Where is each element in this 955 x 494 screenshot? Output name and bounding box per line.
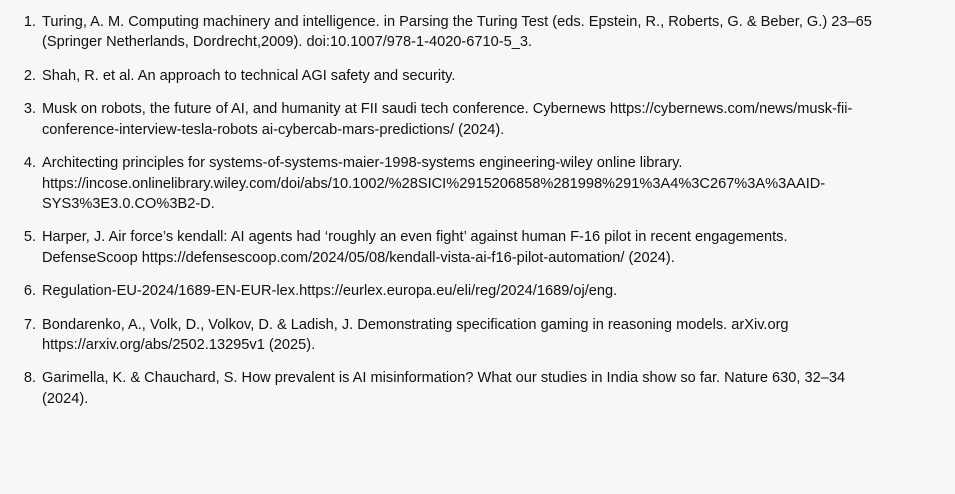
- reference-number: 6.: [23, 283, 36, 300]
- reference-line: https://arxiv.org/abs/2502.13295v1 (2025).: [42, 337, 316, 354]
- reference-text: [42, 66, 939, 86]
- reference-line: DefenseScoop https://defensescoop.com/2024/05/08/kendall-vista-ai-f16-pilot-automation/ (2024).: [42, 249, 675, 266]
- reference-item: [14, 99, 939, 140]
- reference-line: SYS3%3E3.0.CO%3B2-D.: [42, 195, 215, 212]
- reference-item: [14, 368, 939, 409]
- reference-item: [14, 12, 939, 53]
- reference-line: Architecting principles for systems-of-systems-maier-1998-systems engineering-wiley online library.: [42, 155, 683, 172]
- reference-line: https://incose.onlinelibrary.wiley.com/doi/abs/10.1002/%28SICI%2915206858%281998%291%3A4%3C267%3A%3AAID-: [42, 175, 826, 192]
- reference-item: [14, 227, 939, 268]
- reference-number: 2.: [23, 67, 36, 84]
- reference-line: Musk on robots, the future of AI, and humanity at FII saudi tech conference. Cybernews https://cybernews.com/news/musk-fii-: [42, 101, 853, 118]
- reference-number: 3.: [23, 101, 36, 118]
- reference-text: [42, 99, 939, 140]
- reference-line: Bondarenko, A., Volk, D., Volkov, D. & Ladish, J. Demonstrating specification gaming in reasoning models. arXiv.org: [42, 316, 789, 333]
- reference-line: (Springer Netherlands, Dordrecht,2009). doi:10.1007/978-1-4020-6710-5_3.: [42, 34, 533, 51]
- reference-text: [42, 12, 939, 53]
- reference-number: 8.: [23, 370, 36, 387]
- reference-line: Shah, R. et al. An approach to technical AGI safety and security.: [42, 67, 456, 84]
- reference-line: Harper, J. Air force’s kendall: AI agents had ‘roughly an even fight’ against human F-16 pilot in recent engagements.: [42, 229, 788, 246]
- reference-text: [42, 227, 939, 268]
- reference-text: [42, 153, 939, 214]
- reference-line: Turing, A. M. Computing machinery and intelligence. in Parsing the Turing Test (eds. Epstein, R., Roberts, G. & Beber, G.) 23–65: [42, 14, 872, 30]
- reference-text: [42, 315, 939, 356]
- reference-item: [14, 153, 939, 214]
- reference-line: Regulation-EU-2024/1689-EN-EUR-lex.https://eurlex.europa.eu/eli/reg/2024/1689/oj/eng.: [42, 283, 618, 300]
- reference-line: Garimella, K. & Chauchard, S. How prevalent is AI misinformation? What our studies in India show so far. Nature 630, 32–34: [42, 370, 846, 387]
- reference-text: [42, 281, 939, 301]
- reference-number: 4.: [23, 155, 36, 172]
- reference-item: [14, 315, 939, 356]
- reference-line: conference-interview-tesla-robots ai-cybercab-mars-predictions/ (2024).: [42, 121, 505, 138]
- reference-item: [14, 281, 939, 301]
- reference-item: [14, 66, 939, 86]
- reference-line: (2024).: [42, 390, 89, 407]
- reference-number: 1.: [23, 14, 36, 30]
- reference-list: [14, 12, 939, 409]
- reference-text: [42, 368, 939, 409]
- reference-number: 7.: [23, 316, 36, 333]
- reference-number: 5.: [23, 229, 36, 246]
